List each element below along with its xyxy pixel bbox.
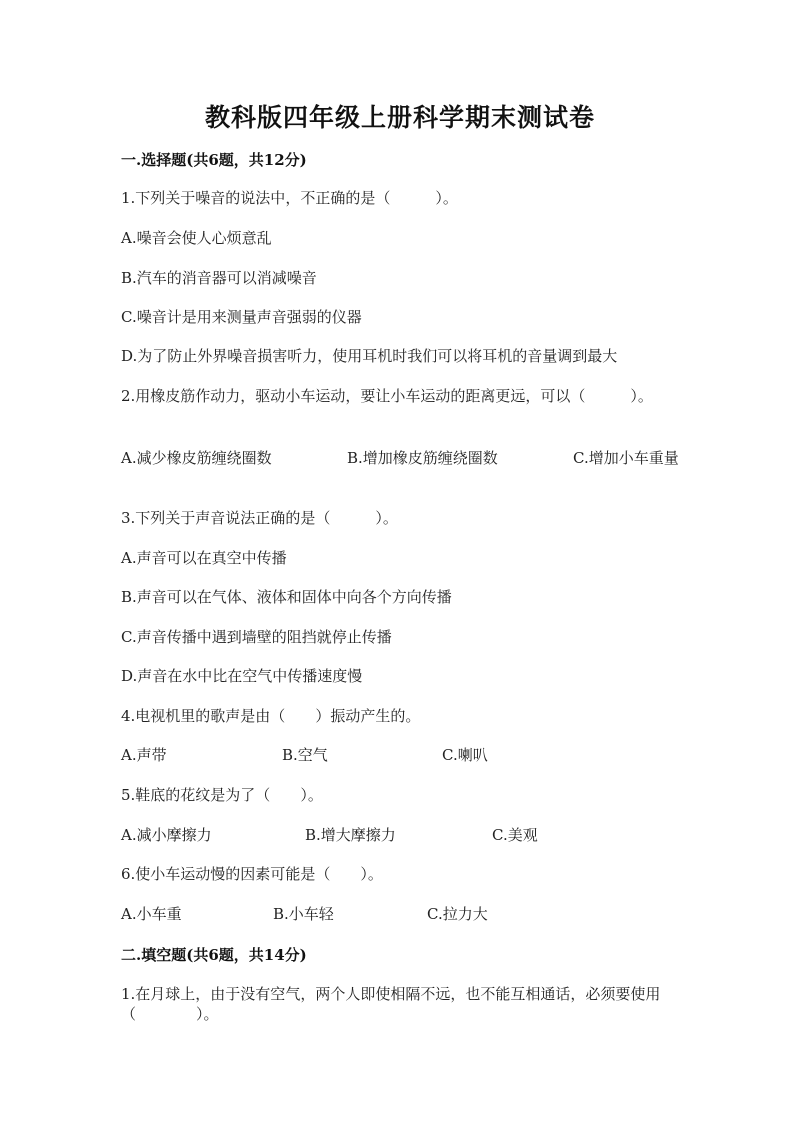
question-3-stem: 3.下列关于声音说法正确的是（ ）。	[121, 509, 398, 527]
fill-question-1-stem: 1.在月球上，由于没有空气，两个人即使相隔不远，也不能互相通话，必须要使用（ ）。	[121, 985, 661, 1023]
question-3-option-d: D.声音在水中比在空气中传播速度慢	[121, 667, 363, 685]
question-2-option-c: C.增加小车重量	[573, 449, 679, 467]
question-3-option-a: A.声音可以在真空中传播	[121, 549, 287, 567]
question-1-option-b: B.汽车的消音器可以消减噪音	[121, 269, 317, 287]
question-5-option-b: B.增大摩擦力	[305, 826, 396, 844]
question-4-option-a: A.声带	[121, 746, 167, 764]
question-3-option-c: C.声音传播中遇到墙壁的阻挡就停止传播	[121, 628, 392, 646]
question-1-option-c: C.噪音计是用来测量声音强弱的仪器	[121, 308, 362, 326]
question-1-option-d: D.为了防止外界噪音损害听力，使用耳机时我们可以将耳机的音量调到最大	[121, 347, 618, 365]
question-4-stem: 4.电视机里的歌声是由（ ）振动产生的。	[121, 707, 421, 725]
question-5-stem: 5.鞋底的花纹是为了（ ）。	[121, 786, 323, 804]
question-2-stem: 2.用橡皮筋作动力，驱动小车运动，要让小车运动的距离更远，可以（ ）。	[121, 387, 653, 405]
section-2-heading: 二.填空题(共6题，共14分)	[121, 946, 307, 964]
question-6-option-a: A.小车重	[121, 905, 182, 923]
question-1-option-a: A.噪音会使人心烦意乱	[121, 229, 272, 247]
question-4-option-c: C.喇叭	[442, 746, 488, 764]
question-6-stem: 6.使小车运动慢的因素可能是（ ）。	[121, 865, 383, 883]
question-5-option-c: C.美观	[492, 826, 538, 844]
question-2-option-a: A.减少橡皮筋缠绕圈数	[121, 449, 272, 467]
page-title: 教科版四年级上册科学期末测试卷	[204, 103, 595, 132]
question-4-option-b: B.空气	[282, 746, 328, 764]
question-6-option-c: C.拉力大	[427, 905, 488, 923]
question-1-stem: 1.下列关于噪音的说法中，不正确的是（ ）。	[121, 189, 458, 207]
question-6-option-b: B.小车轻	[273, 905, 334, 923]
section-1-heading: 一.选择题(共6题，共12分)	[121, 151, 307, 169]
question-5-option-a: A.减小摩擦力	[121, 826, 212, 844]
question-2-option-b: B.增加橡皮筋缠绕圈数	[347, 449, 498, 467]
question-3-option-b: B.声音可以在气体、液体和固体中向各个方向传播	[121, 588, 452, 606]
